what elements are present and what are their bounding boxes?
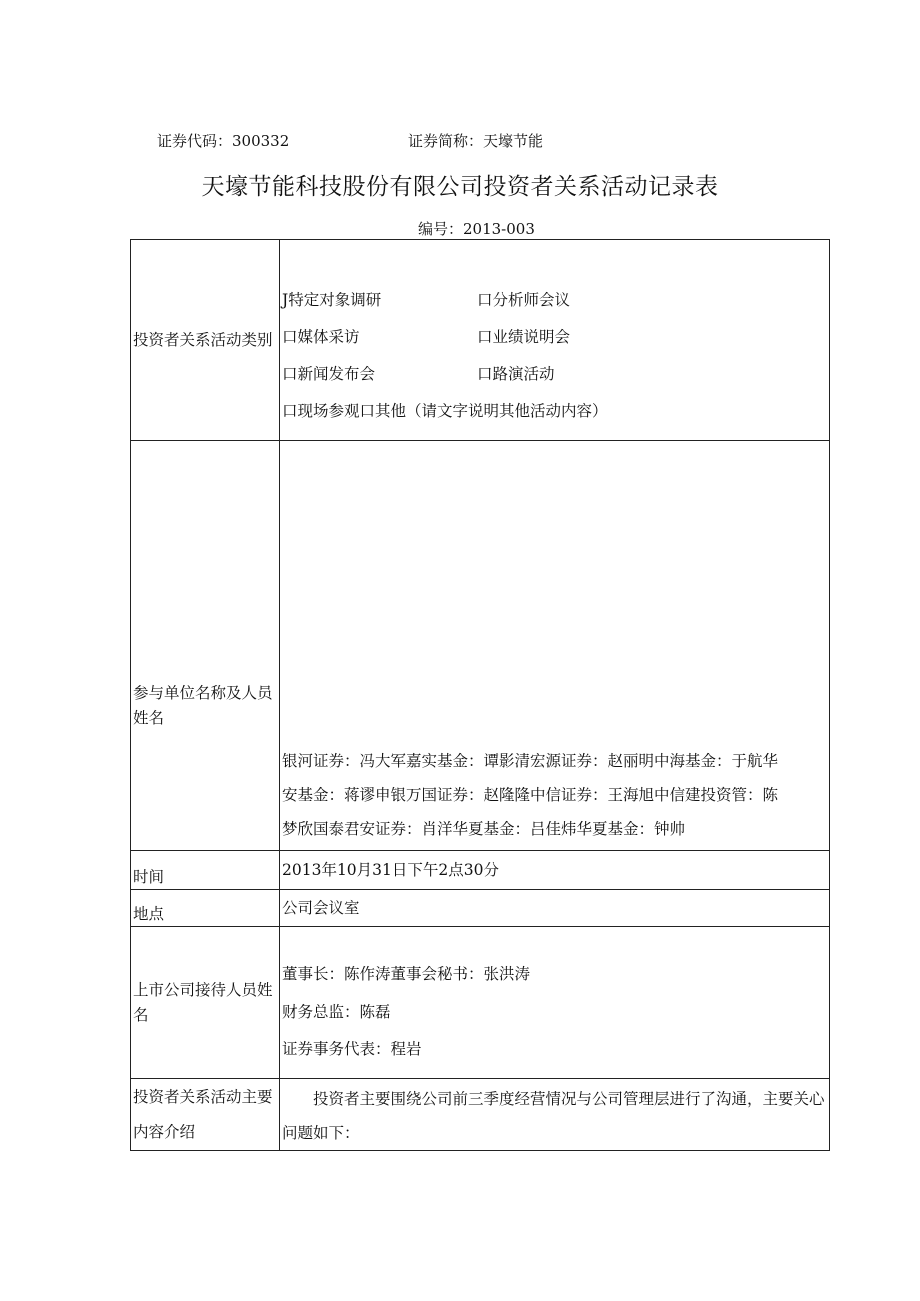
record-number: 编号：2013-003 bbox=[418, 220, 535, 238]
option-analyst-meeting: 口分析师会议 bbox=[477, 291, 571, 310]
label-location: 地点 bbox=[131, 890, 280, 927]
participants-list bbox=[280, 441, 830, 851]
label-participants: 参与单位名称及人员姓名 bbox=[131, 441, 280, 851]
row-reception bbox=[131, 927, 830, 1079]
option-row-1 bbox=[282, 282, 827, 319]
content-text: 投资者主要围绕公司前三季度经营情况与公司管理层进行了沟通，主要关心问题如下： bbox=[280, 1079, 830, 1151]
option-press-conference: 口新闻发布会 bbox=[282, 365, 376, 384]
row-location bbox=[131, 890, 830, 927]
option-row-3 bbox=[282, 356, 827, 393]
option-media-interview: 口媒体采访 bbox=[282, 328, 360, 347]
label-content: 投资者关系活动主要内容介绍 bbox=[131, 1079, 280, 1151]
reception-line: 董事长：陈作涛董事会秘书：张洪涛 bbox=[282, 964, 531, 983]
row-content bbox=[131, 1079, 830, 1151]
option-site-visit-other: 口现场参观口其他（请文字说明其他活动内容） bbox=[282, 402, 608, 421]
stock-abbreviation: 证券简称：天壕节能 bbox=[408, 132, 544, 150]
label-activity-type: 投资者关系活动类别 bbox=[131, 240, 280, 441]
label-time: 时间 bbox=[131, 851, 280, 890]
record-table bbox=[130, 239, 830, 1151]
row-time bbox=[131, 851, 830, 890]
page-title: 天壕节能科技股份有限公司投资者关系活动记录表 bbox=[201, 174, 719, 200]
location-value: 公司会议室 bbox=[280, 890, 830, 927]
participants-line: 银河证券：冯大军嘉实基金：谭影清宏源证券：赵丽明中海基金：于航华 bbox=[282, 751, 779, 770]
option-row-4 bbox=[282, 393, 827, 430]
participants-line: 安基金：蒋谬申银万国证券：赵隆隆中信证券：王海旭中信建投资管：陈 bbox=[282, 785, 779, 804]
option-row-2 bbox=[282, 319, 827, 356]
reception-list bbox=[280, 927, 830, 1079]
reception-line: 财务总监：陈磊 bbox=[282, 1002, 391, 1021]
activity-options bbox=[280, 240, 830, 441]
option-roadshow: 口路演活动 bbox=[477, 365, 555, 384]
row-activity-type bbox=[131, 240, 830, 441]
participants-line: 梦欣国泰君安证券：肖洋华夏基金：吕佳炜华夏基金：钟帅 bbox=[282, 819, 686, 838]
label-reception: 上市公司接待人员姓名 bbox=[131, 927, 280, 1079]
row-participants bbox=[131, 441, 830, 851]
time-value: 2013年10月31日下午2点30分 bbox=[280, 851, 830, 890]
stock-code: 证券代码：300332 bbox=[157, 132, 290, 150]
option-special-research: J特定对象调研 bbox=[282, 291, 382, 310]
reception-line: 证券事务代表：程岩 bbox=[282, 1040, 422, 1059]
option-earnings-briefing: 口业绩说明会 bbox=[477, 328, 571, 347]
